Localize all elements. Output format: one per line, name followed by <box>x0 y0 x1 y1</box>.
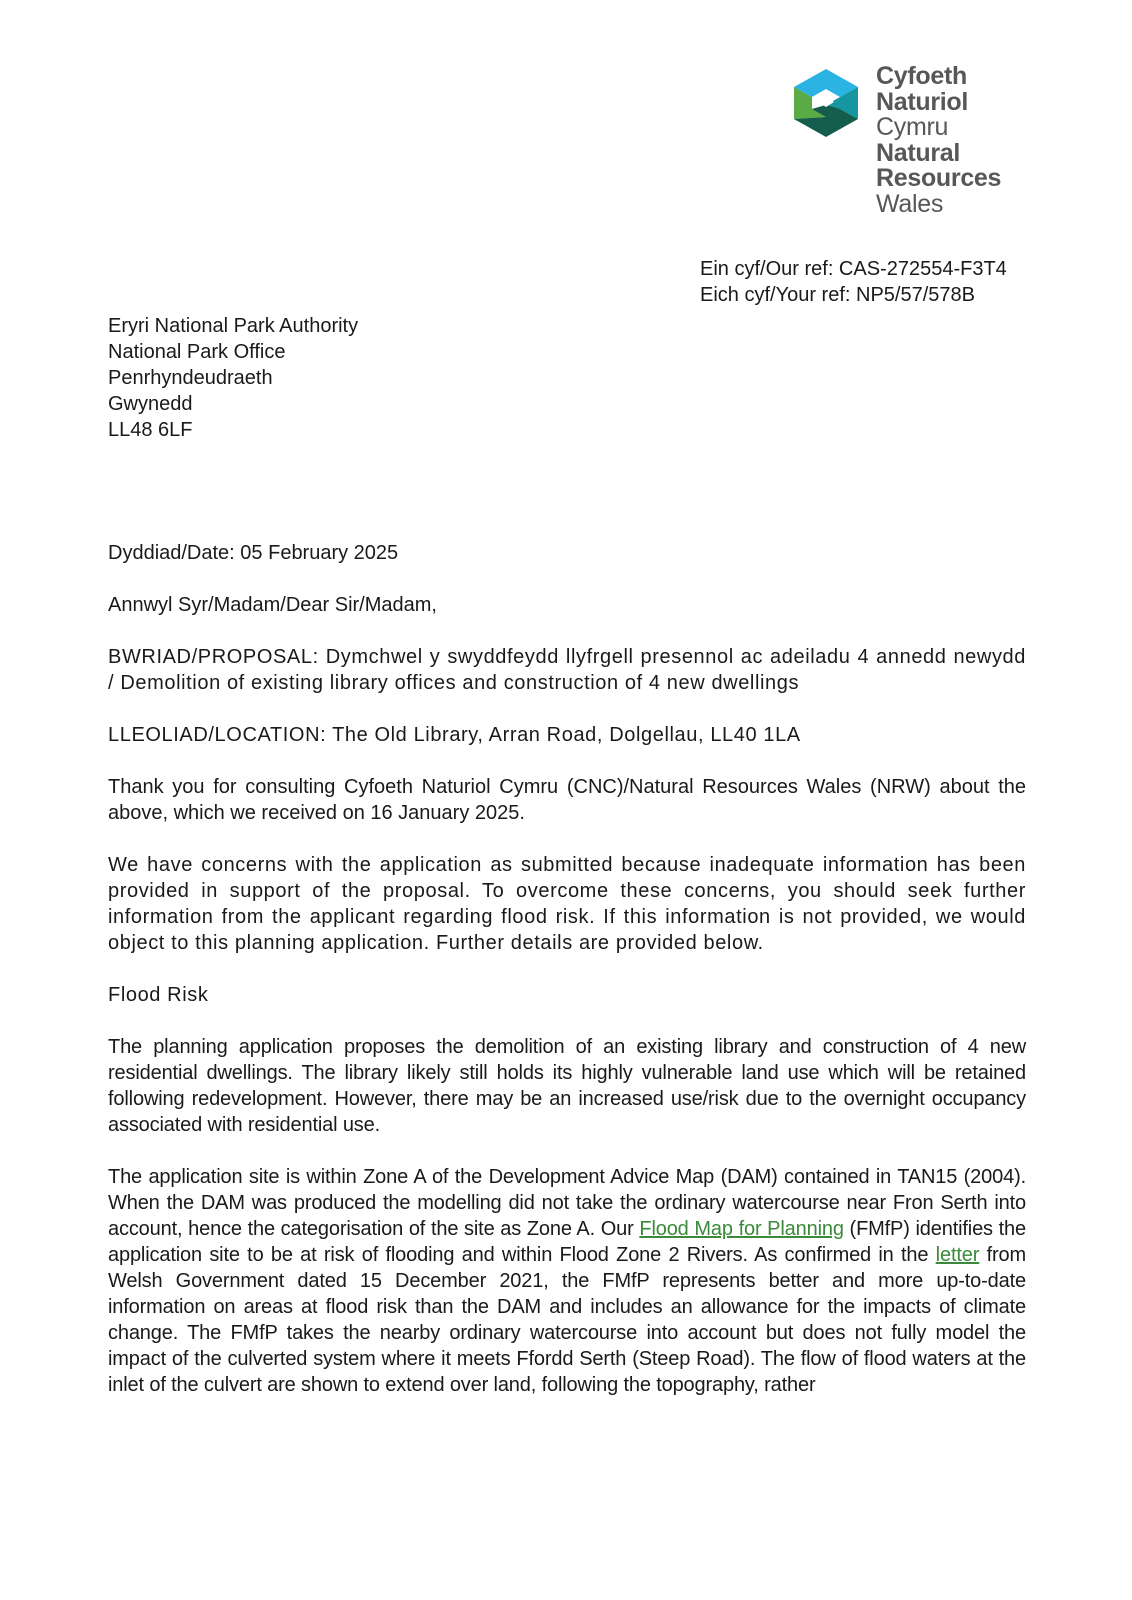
location: LLEOLIAD/LOCATION: The Old Library, Arran Road, Dolgellau, LL40 1LA <box>108 724 801 746</box>
welsh-government-letter-link[interactable]: letter <box>935 1244 980 1266</box>
logo-wordmark <box>876 64 1001 217</box>
salutation: Annwyl Syr/Madam/Dear Sir/Madam, <box>108 594 437 616</box>
address-line: Gwynedd <box>108 393 193 415</box>
logo-line-naturiol: Naturiol <box>876 87 969 116</box>
logo-line-resources: Resources <box>876 164 1002 192</box>
nrw-hexagon-icon <box>790 67 862 139</box>
address-line: LL48 6LF <box>108 419 193 441</box>
proposal: BWRIAD/PROPOSAL: Dymchwel y swyddfeydd llyfrgell presennol ac adeiladu 4 annedd newydd / Demolition of existing library offices and construction of 4 new dwellings <box>108 646 1026 694</box>
letter-date: Dyddiad/Date: 05 February 2025 <box>108 542 399 564</box>
letter-body <box>108 540 1026 1398</box>
paragraph-site-text: The application site is within Zone A of the Development Advice Map (DAM) contained in TAN15 (2004). When the DAM was produced the modelling did not take the ordinary watercourse near Fron Serth into account, hence the categorisation of the site as Zone A. Our <box>108 1166 1026 1240</box>
paragraph-site-text: (FMfP) identifies the application site to be at risk of flooding and within Flood Zone 2 Rivers. As confirmed in the <box>108 1218 1026 1266</box>
paragraph-site <box>108 1164 1026 1398</box>
flood-map-for-planning-link[interactable]: Flood Map for Planning <box>639 1218 844 1240</box>
logo-line-cyfoeth: Cyfoeth <box>876 62 967 90</box>
paragraph-concerns: We have concerns with the application as submitted because inadequate information has been provided in support of the proposal. To overcome these concerns, you should seek further information from the applicant regarding flood risk. If this information is not provided, we would object to this planning application. Further details are provided below. <box>108 854 1026 954</box>
address-line: Eryri National Park Authority <box>108 315 359 337</box>
nrw-logo <box>790 64 1020 224</box>
paragraph-site-text: from Welsh Government dated 15 December 2021, the FMfP represents better and more up-to-date information on areas at flood risk than the DAM and includes an allowance for the impacts of climate change. The FMfP takes the nearby ordinary watercourse into account but does not fully model the impact of the culverted system where it meets Ffordd Serth (Steep Road). The flow of flood waters at the inlet of the culvert are shown to extend over land, following the topography, rather <box>108 1244 1026 1396</box>
address-line: Penrhyndeudraeth <box>108 367 273 389</box>
your-reference: Eich cyf/Your ref: NP5/57/578B <box>700 284 975 306</box>
logo-line-natural: Natural <box>876 138 961 167</box>
paragraph-planning: The planning application proposes the demolition of an existing library and construction of 4 new residential dwellings. The library likely still holds its highly vulnerable land use which will be retained following redevelopment. However, there may be an increased use/risk due to the overnight occupancy associated with residential use. <box>108 1036 1026 1136</box>
our-reference: Ein cyf/Our ref: CAS-272554-F3T4 <box>700 258 1007 280</box>
logo-line-cymru: Cymru <box>876 113 949 141</box>
paragraph-thanks: Thank you for consulting Cyfoeth Naturiol Cymru (CNC)/Natural Resources Wales (NRW) about the above, which we received on 16 January 2025. <box>108 776 1026 824</box>
recipient-address <box>108 313 358 443</box>
logo-line-wales: Wales <box>876 189 944 218</box>
section-heading-flood-risk: Flood Risk <box>108 984 209 1006</box>
address-line: National Park Office <box>108 341 286 363</box>
reference-block <box>700 256 1007 308</box>
